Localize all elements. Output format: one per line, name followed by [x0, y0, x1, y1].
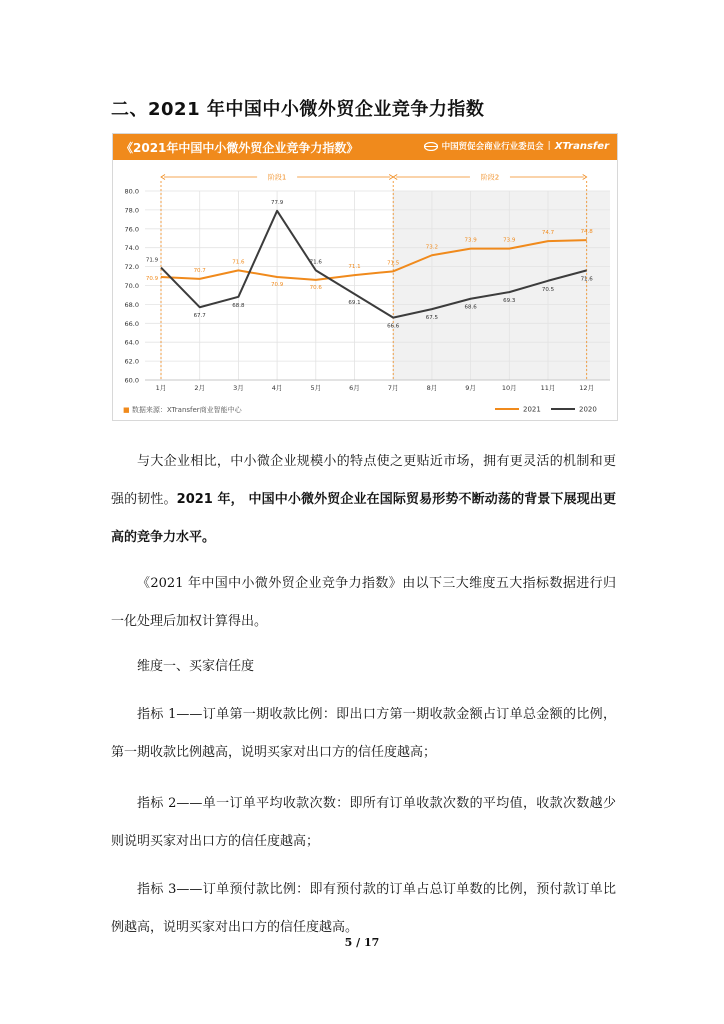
data-label-2021: 71.1 [348, 264, 361, 271]
x-tick-label: 12月 [579, 384, 595, 392]
legend-label-2021: 2021 [523, 405, 541, 414]
data-label-2021: 70.9 [145, 275, 159, 282]
y-tick-label: 66.0 [124, 319, 139, 328]
brand-org: 中国贸促会商业行业委员会 [441, 142, 544, 152]
x-tick-label: 7月 [387, 384, 399, 392]
paragraph-2: 《2021 年中国中小微外贸企业竞争力指数》由以下三大维度五大指标数据进行归一化处理后加权计算得出。 [111, 576, 616, 629]
data-label-2021: 70.9 [270, 281, 284, 288]
indicator-2: 指标 2——单一订单平均收款次数：即所有订单收款次数的平均值，收款次数越少则说明买家对出口方的信任度越高； [111, 796, 616, 849]
phase-2-label: 阶段2 [480, 173, 500, 182]
data-label-2021: 71.5 [387, 260, 400, 267]
x-tick-label: 8月 [426, 384, 438, 392]
indicator-1: 指标 1——订单第一期收款比例：即出口方第一期收款金额占订单总金额的比例，第一期收款比例越高，说明买家对出口方的信任度越高； [111, 707, 616, 760]
brand-divider: | [547, 141, 551, 151]
data-label-2020: 68.6 [464, 304, 477, 311]
paragraph-1 [111, 443, 616, 557]
data-label-2021: 74.8 [580, 229, 593, 236]
page-number: 5 / 17 [344, 936, 380, 949]
data-label-2020: 69.3 [503, 298, 516, 305]
data-label-2020: 71.6 [580, 276, 593, 283]
x-tick-label: 11月 [540, 384, 556, 392]
data-label-2020: 67.5 [425, 315, 439, 322]
data-label-2020: 66.6 [387, 323, 400, 330]
y-tick-label: 70.0 [124, 282, 139, 290]
y-tick-label: 76.0 [124, 225, 139, 234]
x-tick-label: 6月 [349, 384, 360, 392]
data-label-2021: 73.9 [464, 237, 477, 244]
data-label-2020: 71.9 [145, 257, 159, 264]
data-label-2020: 67.7 [193, 313, 206, 320]
p1-text: 与大企业相比，中小微企业规模小的特点使之更贴近市场，拥有更灵活的机制和更强的韧性。 [111, 454, 616, 507]
y-tick-label: 80.0 [124, 187, 139, 196]
chart-header [113, 134, 617, 160]
y-tick-label: 78.0 [124, 206, 139, 215]
data-label-2021: 73.9 [503, 237, 516, 244]
x-tick-label: 3月 [233, 384, 244, 392]
y-tick-label: 60.0 [124, 376, 139, 385]
x-tick-label: 1月 [155, 384, 167, 392]
x-tick-label: 4月 [271, 384, 283, 392]
data-label-2021: 70.6 [309, 284, 322, 291]
data-label-2020: 68.8 [232, 302, 245, 309]
data-label-2021: 73.2 [425, 244, 439, 251]
dimension-heading: 维度一、买家信任度 [137, 659, 255, 674]
chart-source-text: 数据来源：XTransfer商业智能中心 [131, 406, 242, 414]
y-tick-label: 64.0 [124, 338, 139, 347]
y-tick-label: 68.0 [124, 300, 139, 309]
org-logo-icon [424, 142, 438, 151]
source-bullet-icon: ■ [123, 406, 130, 414]
y-tick-label: 74.0 [124, 244, 139, 253]
x-tick-label: 5月 [310, 384, 322, 392]
data-label-2020: 69.1 [348, 300, 361, 307]
data-label-2021: 71.6 [232, 259, 245, 266]
indicator-3: 指标 3——订单预付款比例：即有预付款的订单占总订单数的比例，预付款订单比例越高，说明买家对出口方的信任度越高。 [111, 882, 616, 935]
x-tick-label: 10月 [501, 384, 517, 392]
data-label-2021: 70.7 [193, 267, 206, 274]
line-chart [113, 160, 617, 420]
section-heading: 二、2021 年中国中小微外贸企业竞争力指数 [111, 99, 485, 120]
x-tick-label: 2月 [194, 384, 206, 392]
y-tick-label: 62.0 [124, 357, 139, 366]
chart-card [112, 133, 618, 421]
chart-title: 《2021年中国中小微外贸企业竞争力指数》 [121, 141, 359, 155]
p1-bold-text: 中国中小微外贸企业在国际贸易形势不断动荡的背景下展现出更高的竞争力水平。 [111, 492, 616, 545]
p1-bold-year: 2021 年， [176, 492, 244, 507]
x-tick-label: 9月 [465, 384, 476, 392]
chart-source [123, 405, 242, 415]
brand-company: XTransfer [554, 140, 609, 152]
data-label-2020: 77.9 [270, 199, 284, 206]
y-tick-label: 72.0 [124, 263, 139, 272]
legend-label-2020: 2020 [579, 405, 597, 414]
data-label-2020: 70.5 [541, 286, 555, 293]
data-label-2021: 74.7 [541, 230, 555, 237]
data-label-2020: 71.6 [309, 259, 322, 266]
phase-1-label: 阶段1 [267, 173, 287, 182]
brand-logo [424, 140, 609, 152]
